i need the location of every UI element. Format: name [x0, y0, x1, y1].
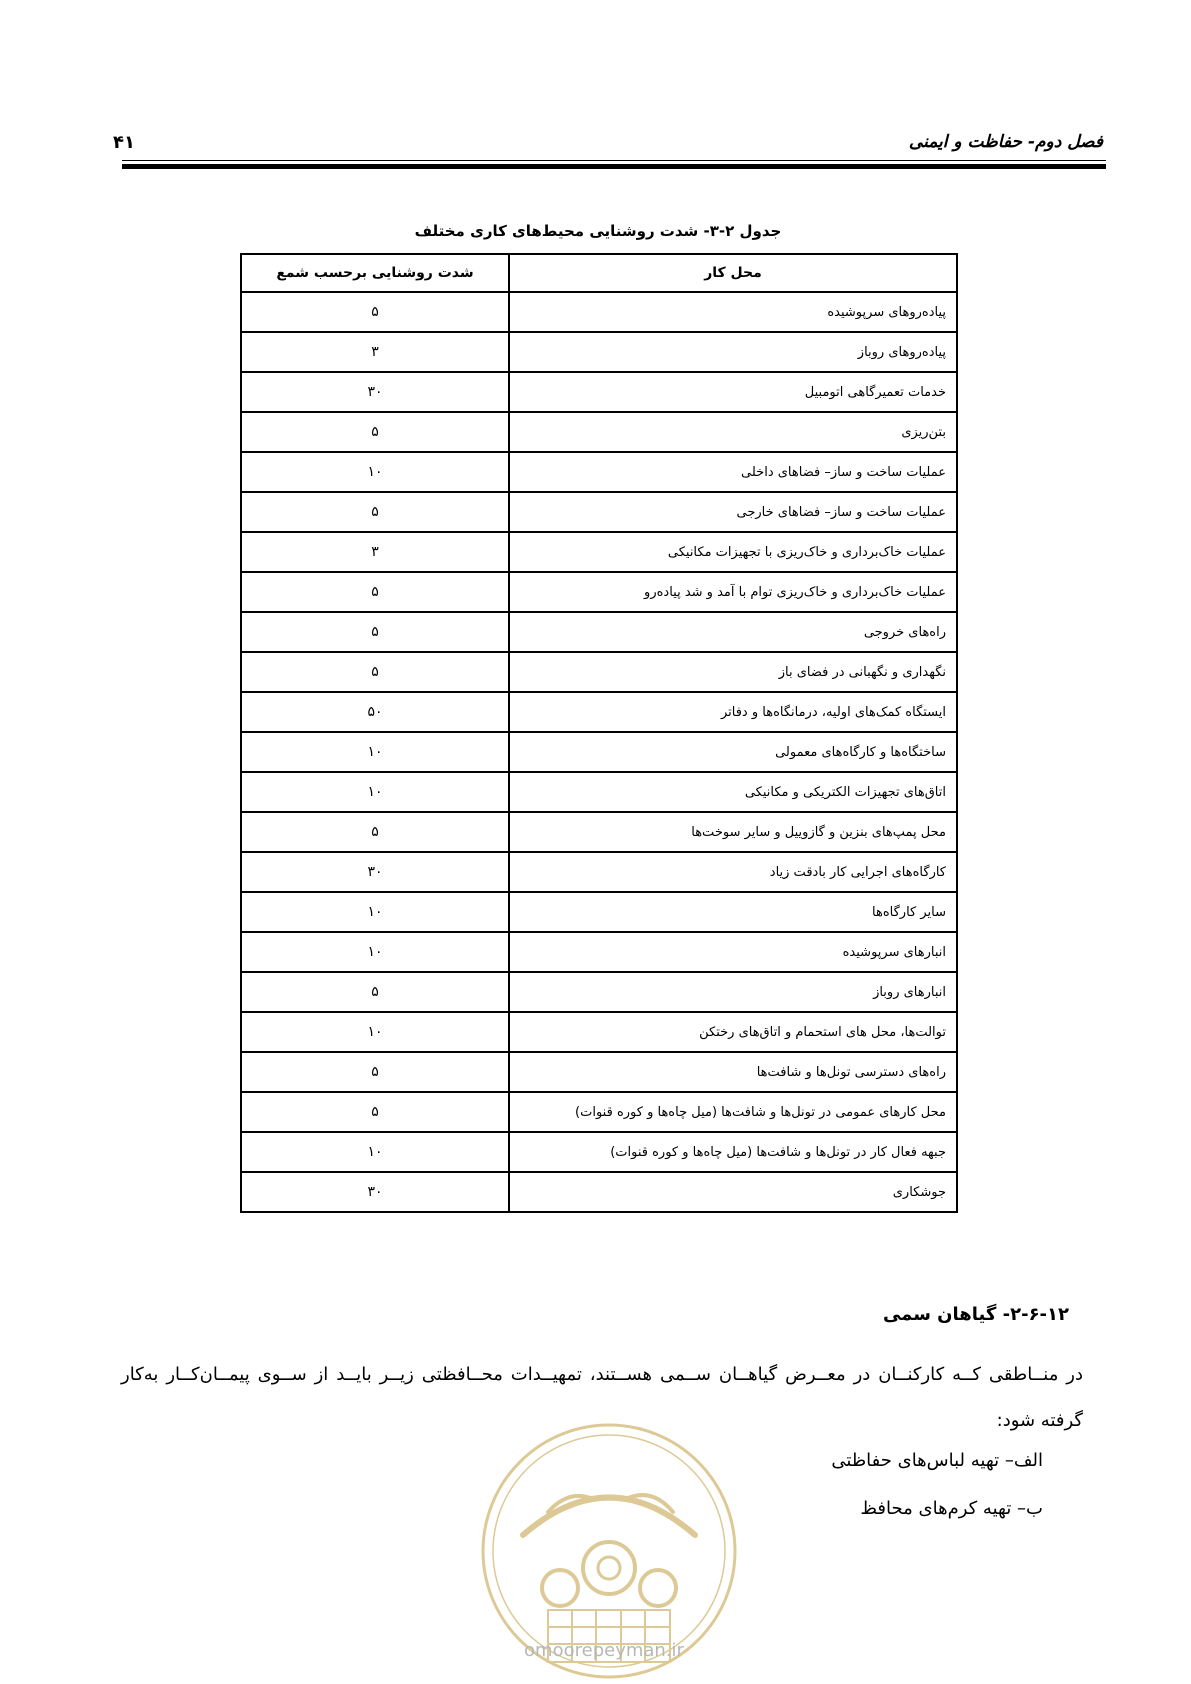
watermark-site: omoorepeyman.ir [524, 1640, 684, 1661]
cell-location: جوشکاری [509, 1172, 957, 1212]
table-header-row [241, 254, 957, 292]
cell-illumination: ۵ [241, 1092, 509, 1132]
cell-illumination: ۱۰ [241, 772, 509, 812]
list-item-protective-clothing: الف– تهیه لباس‌های حفاظتی [831, 1450, 1043, 1471]
table-row [241, 372, 957, 412]
cell-illumination: ۱۰ [241, 892, 509, 932]
cell-location: کارگاه‌های اجرایی کار بادقت زیاد [509, 852, 957, 892]
list-item-protective-cream: ب– تهیه کرم‌های محافظ [860, 1498, 1043, 1519]
table-row [241, 1172, 957, 1212]
table-row [241, 492, 957, 532]
chapter-title: فصل دوم- حفاظت و ایمنی [908, 132, 1103, 152]
table-row [241, 972, 957, 1012]
cell-location: ساختگاه‌ها و کارگاه‌های معمولی [509, 732, 957, 772]
cell-illumination: ۵۰ [241, 692, 509, 732]
section-paragraph: در منــاطقی کــه کارکنــان در معــرض گیاهــان ســمی هســتند، تمهیــدات محــافظتی زیــر بایــد از ســوی پیمــان‌کــار به‌کار گرفته شود: [121, 1364, 1083, 1431]
illumination-table [240, 253, 958, 1213]
table-row [241, 892, 957, 932]
table-body [241, 292, 957, 1212]
table-row [241, 452, 957, 492]
table-row [241, 652, 957, 692]
cell-illumination: ۳۰ [241, 1172, 509, 1212]
table-row [241, 732, 957, 772]
table-row [241, 1132, 957, 1172]
header-rule-thick [122, 164, 1106, 169]
table-row [241, 412, 957, 452]
cell-location: عملیات ساخت و ساز– فضاهای داخلی [509, 452, 957, 492]
cell-illumination: ۵ [241, 972, 509, 1012]
table-row [241, 612, 957, 652]
page-number: ۴۱ [113, 132, 135, 153]
table-row [241, 292, 957, 332]
cell-location: سایر کارگاه‌ها [509, 892, 957, 932]
cell-location: توالت‌ها، محل های استحمام و اتاق‌های رختکن [509, 1012, 957, 1052]
cell-location: اتاق‌های تجهیزات الکتریکی و مکانیکی [509, 772, 957, 812]
cell-location: راه‌های دسترسی تونل‌ها و شافت‌ها [509, 1052, 957, 1092]
cell-location: عملیات خاک‌برداری و خاک‌ریزی با تجهیزات مکانیکی [509, 532, 957, 572]
cell-illumination: ۵ [241, 612, 509, 652]
cell-location: جبهه فعال کار در تونل‌ها و شافت‌ها (میل چاه‌ها و کوره قنوات) [509, 1132, 957, 1172]
cell-location: ایستگاه کمک‌های اولیه، درمانگاه‌ها و دفاتر [509, 692, 957, 732]
column-header-location: محل کار [509, 254, 957, 292]
cell-illumination: ۱۰ [241, 932, 509, 972]
cell-illumination: ۵ [241, 572, 509, 612]
cell-location: پیاده‌روهای سرپوشیده [509, 292, 957, 332]
cell-illumination: ۳ [241, 532, 509, 572]
table-caption: جدول ۲-۳- شدت روشنایی محیط‌های کاری مختلف [414, 222, 782, 240]
cell-illumination: ۱۰ [241, 1012, 509, 1052]
cell-illumination: ۱۰ [241, 452, 509, 492]
cell-illumination: ۵ [241, 412, 509, 452]
column-header-illumination: شدت روشنایی برحسب شمع [241, 254, 509, 292]
cell-location: نگهداری و نگهبانی در فضای باز [509, 652, 957, 692]
cell-location: عملیات ساخت و ساز– فضاهای خارجی [509, 492, 957, 532]
table-row [241, 1052, 957, 1092]
table-row [241, 812, 957, 852]
table-row [241, 932, 957, 972]
cell-location: انبارهای سرپوشیده [509, 932, 957, 972]
cell-illumination: ۵ [241, 1052, 509, 1092]
cell-illumination: ۵ [241, 652, 509, 692]
cell-location: خدمات تعمیرگاهی اتومبیل [509, 372, 957, 412]
section-title: ۲-۶-۱۲- گیاهان سمی [882, 1304, 1069, 1325]
cell-illumination: ۵ [241, 492, 509, 532]
cell-location: راه‌های خروجی [509, 612, 957, 652]
cell-illumination: ۳۰ [241, 372, 509, 412]
table-row [241, 572, 957, 612]
table-row [241, 532, 957, 572]
cell-location: بتن‌ریزی [509, 412, 957, 452]
cell-location: محل پمپ‌های بنزین و گازوییل و سایر سوخت‌ها [509, 812, 957, 852]
cell-location: عملیات خاک‌برداری و خاک‌ریزی توام با آمد و شد پیاده‌رو [509, 572, 957, 612]
table-row [241, 692, 957, 732]
table-row [241, 852, 957, 892]
table-row [241, 1092, 957, 1132]
header-rule-thin [122, 160, 1106, 161]
cell-illumination: ۱۰ [241, 1132, 509, 1172]
cell-illumination: ۳ [241, 332, 509, 372]
table-row [241, 1012, 957, 1052]
cell-location: محل کارهای عمومی در تونل‌ها و شافت‌ها (میل چاه‌ها و کوره قنوات) [509, 1092, 957, 1132]
cell-illumination: ۵ [241, 812, 509, 852]
cell-illumination: ۱۰ [241, 732, 509, 772]
cell-location: انبارهای روباز [509, 972, 957, 1012]
cell-location: پیاده‌روهای روباز [509, 332, 957, 372]
cell-illumination: ۳۰ [241, 852, 509, 892]
cell-illumination: ۵ [241, 292, 509, 332]
table-row [241, 772, 957, 812]
table-row [241, 332, 957, 372]
